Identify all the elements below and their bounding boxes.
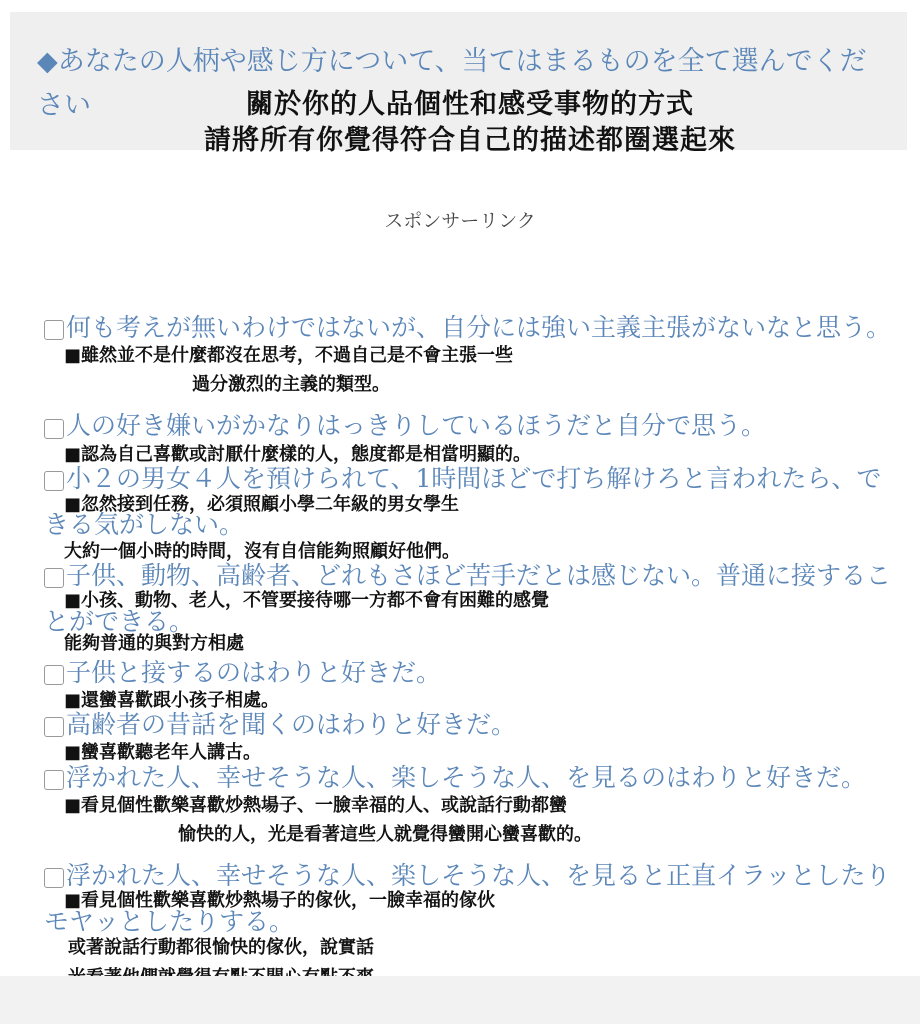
option-text-jp[interactable]: 浮かれた人、幸せそうな人、楽しそうな人、を見るのはわりと好きだ。 <box>66 763 867 792</box>
option-text-zh-cont: 大約一個小時的時間，沒有自信能夠照顧好他們。 <box>64 541 460 562</box>
option-text-zh: ■忽然接到任務，必須照顧小學二年級的男女學生 <box>64 494 460 515</box>
option-text-zh: ■看見個性歡樂喜歡炒熱場子的傢伙，一臉幸福的傢伙 <box>64 890 496 911</box>
option-text-jp[interactable]: 小２の男女４人を預けられて、1時間ほどで打ち解けろと言われたら、できる気がしない。 <box>44 464 882 539</box>
option-text-jp[interactable]: 浮かれた人、幸せそうな人、楽しそうな人、を見ると正直イラッとしたりモヤッとしたりする。 <box>44 861 891 936</box>
option-text-jp[interactable]: 高齢者の昔話を聞くのはわりと好きだ。 <box>66 710 517 739</box>
option-text-jp[interactable]: 人の好き嫌いがかなりはっきりしているほうだと自分で思う。 <box>66 411 767 440</box>
option-text-jp[interactable]: 何も考えが無いわけではないが、自分には強い主義主張がないなと思う。 <box>66 313 892 342</box>
option-text-zh: ■看見個性歡樂喜歡炒熱場子、一臉幸福的人、或說話行動都蠻 <box>64 795 568 816</box>
bottom-bar <box>0 976 920 1024</box>
option-text-zh-cont: 或著說話行動都很愉快的傢伙，說實話 <box>68 937 374 958</box>
option-text-zh-cont: 過分激烈的主義的類型。 <box>192 374 390 395</box>
option-text-zh: ■蠻喜歡聽老年人講古。 <box>64 742 262 763</box>
option-text-zh: ■雖然並不是什麼都沒在思考，不過自己是不會主張一些 <box>64 345 514 366</box>
option-text-zh: ■小孩、動物、老人，不管要接待哪一方都不會有困難的感覺 <box>64 590 550 611</box>
option-text-jp[interactable]: 子供、動物、高齢者、どれもさほど苦手だとは感じない。普通に接することができる。 <box>44 561 892 636</box>
question-title-zh-line1: 關於你的人品個性和感受事物的方式 <box>246 89 694 120</box>
question-title-jp: ◆あなたの人柄や感じ方について、当てはまるものを全て選んでください <box>37 46 867 121</box>
option-text-zh-cont: 愉快的人，光是看著這些人就覺得蠻開心蠻喜歡的。 <box>178 824 592 845</box>
option-text-zh: ■認為自己喜歡或討厭什麼樣的人，態度都是相當明顯的。 <box>64 444 532 465</box>
option-text-zh-cont: 能夠普通的與對方相處 <box>64 633 244 654</box>
question-title-zh-line2: 請將所有你覺得符合自己的描述都圈選起來 <box>204 125 736 156</box>
sponsor-link-label: スポンサーリンク <box>384 210 536 232</box>
option-text-zh: ■還蠻喜歡跟小孩子相處。 <box>64 690 280 711</box>
option-text-jp[interactable]: 子供と接するのはわりと好きだ。 <box>66 658 442 687</box>
